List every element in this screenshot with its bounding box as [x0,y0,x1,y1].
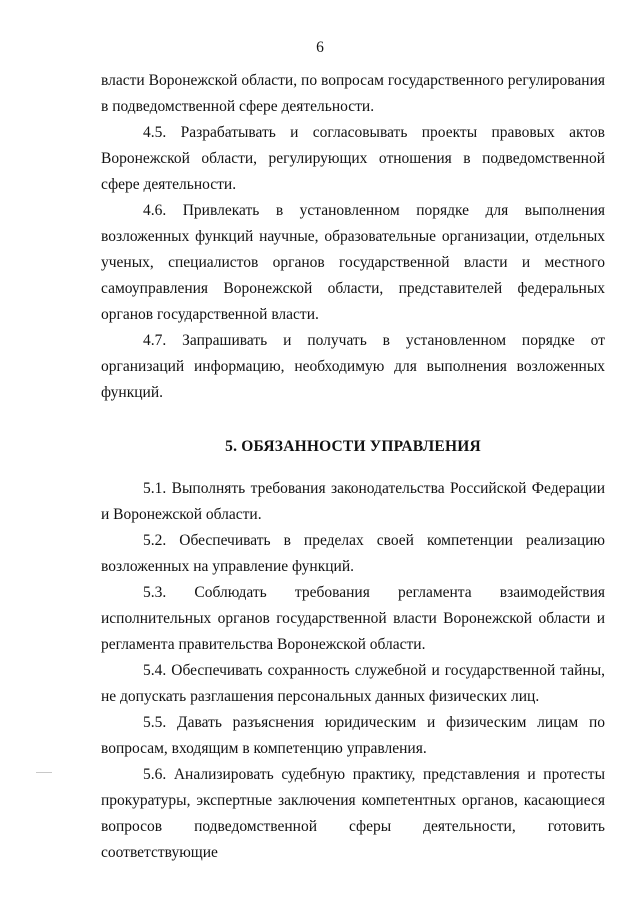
scan-margin-mark [36,772,52,773]
paragraph-4-5: 4.5. Разрабатывать и согласовывать проекты правовых актов Воронежской области, регулирующих отношения в подведомственной сфере деятельности. [101,124,605,193]
paragraph-5-1: 5.1. Выполнять требования законодательства Российской Федерации и Воронежской области. [101,480,605,523]
paragraph-continuation: власти Воронежской области, по вопросам государственного регулирования в подведомственной сфере деятельности. [101,72,605,115]
section-heading: 5. ОБЯЗАННОСТИ УПРАВЛЕНИЯ [225,438,481,455]
paragraph-4-6: 4.6. Привлекать в установленном порядке для выполнения возложенных функций научные, образовательные организации, отдельных ученых, специалистов органов государственной власти и местного самоуправления Воронежской области, представителей федеральных органов государственной власти. [101,202,605,323]
paragraph-5-6: 5.6. Анализировать судебную практику, представления и протесты прокуратуры, экспертные заключения компетентных органов, касающиеся вопросов подведомственной сферы деятельности, готовить соответствующие [101,766,605,861]
paragraph-5-5: 5.5. Давать разъяснения юридическим и физическим лицам по вопросам, входящим в компетенцию управления. [101,714,605,757]
paragraph-5-2: 5.2. Обеспечивать в пределах своей компетенции реализацию возложенных на управление функций. [101,532,605,575]
paragraph-4-7: 4.7. Запрашивать и получать в установленном порядке от организаций информацию, необходимую для выполнения возложенных функций. [101,332,605,401]
document-body [101,68,605,866]
page-number: 6 [316,39,324,56]
paragraph-5-3: 5.3. Соблюдать требования регламента взаимодействия исполнительных органов государственной власти Воронежской области и регламента правительства Воронежской области. [101,584,605,653]
paragraph-5-4: 5.4. Обеспечивать сохранность служебной и государственной тайны, не допускать разглашения персональных данных физических лиц. [101,662,605,705]
